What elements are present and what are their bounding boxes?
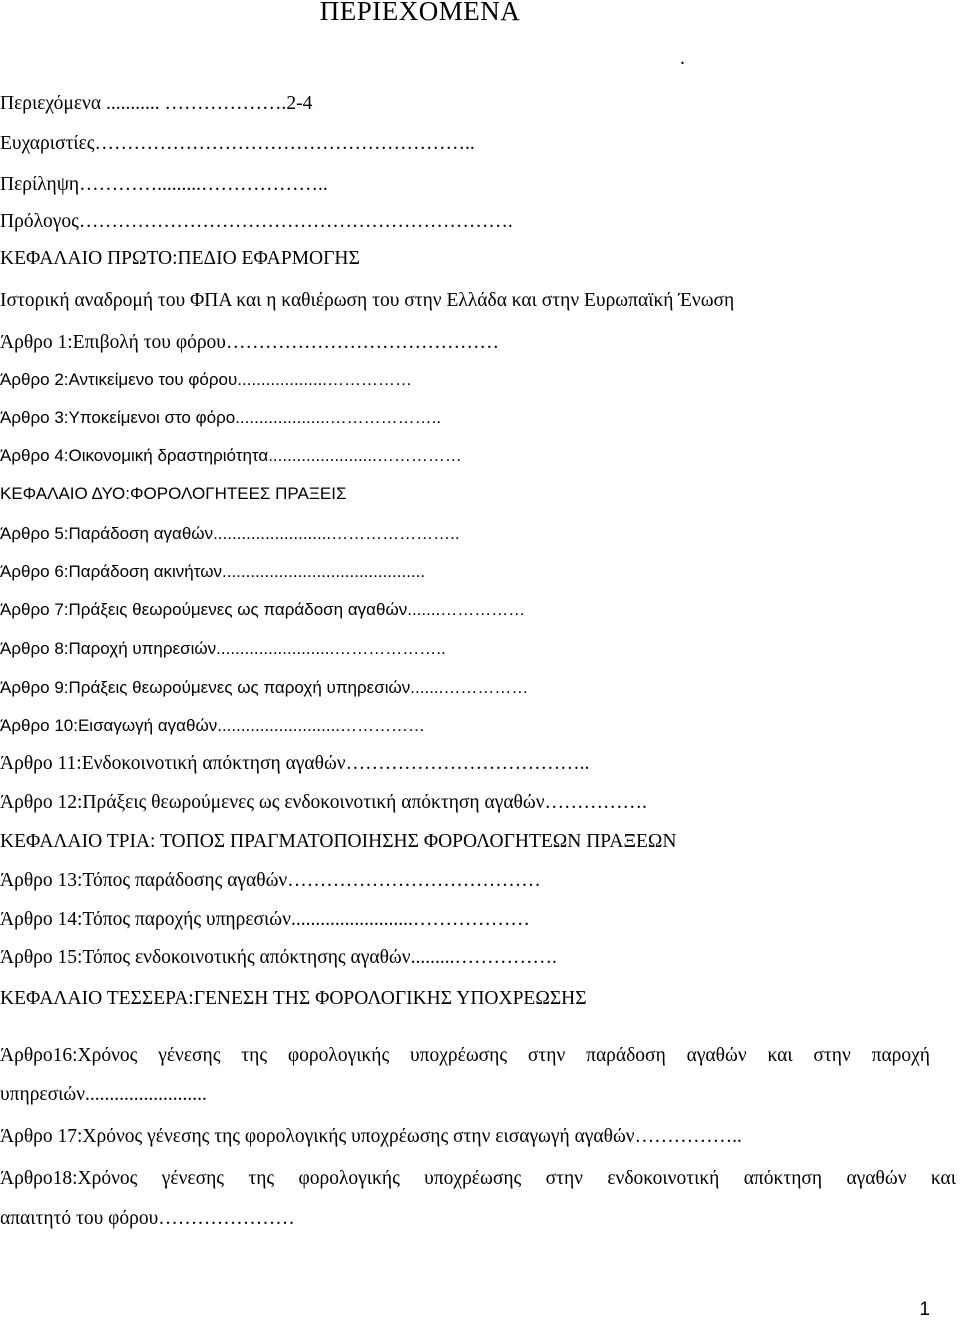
page-number: 1 <box>919 1299 930 1320</box>
toc-chapter-two: ΚΕΦΑΛΑΙΟ ΔΥΟ:ΦΟΡΟΛΟΓΗΤΕΕΣ ΠΡΑΞΕΙΣ <box>0 484 347 503</box>
toc-entry-acknowledgements: Ευχαριστίες………………………………………………….. <box>0 133 475 154</box>
toc-entry-article-2: Άρθρο 2:Αντικείμενο του φόρου...................…………… <box>0 370 413 389</box>
toc-chapter-four: ΚΕΦΑΛΑΙΟ ΤΕΣΣΕΡΑ:ΓΕΝΕΣΗ ΤΗΣ ΦΟΡΟΛΟΓΙΚΗΣ ΥΠΟΧΡΕΩΣΗΣ <box>0 988 587 1009</box>
toc-entry-article-8: Άρθρο 8:Παροχή υπηρεσιών.........................……………….. <box>0 639 446 658</box>
toc-entry-abstract: Περίληψη………….........……………….. <box>0 174 328 195</box>
toc-entry-article-3: Άρθρο 3:Υποκείμενοι στο φόρο....................……………….. <box>0 408 442 427</box>
toc-chapter-one: ΚΕΦΑΛΑΙΟ ΠΡΩΤΟ:ΠΕΔΙΟ ΕΦΑΡΜΟΓΗΣ <box>0 248 360 269</box>
toc-entry-article-7: Άρθρο 7:Πράξεις θεωρούμενες ως παράδοση αγαθών.......…………… <box>0 600 526 619</box>
toc-entry-article-13: Άρθρο 13:Τόπος παράδοσης αγαθών………………………………… <box>0 870 541 891</box>
toc-entry-article-15: Άρθρο 15:Τόπος ενδοκοινοτικής απόκτησης αγαθών.........……………. <box>0 947 557 968</box>
toc-entry-article-18-line-2: απαιτητό του φόρου………………… <box>0 1208 295 1229</box>
toc-entry-article-11: Άρθρο 11:Ενδοκοινοτική απόκτηση αγαθών……………………………….. <box>0 753 590 774</box>
toc-entry-article-16-line-2: υπηρεσιών......................... <box>0 1084 207 1105</box>
toc-entry-article-4: Άρθρο 4:Οικονομική δραστηριότητα.......................…………… <box>0 446 462 465</box>
toc-entry-article-6: Άρθρο 6:Παράδοση ακινήτων........................................... <box>0 562 426 581</box>
toc-entry-article-14: Άρθρο 14:Τόπος παροχής υπηρεσιών.........................……………… <box>0 909 530 930</box>
toc-entry-preface: Πρόλογος…………………………………………………………. <box>0 211 513 232</box>
toc-entry-history: Ιστορική αναδρομή του ΦΠΑ και η καθιέρωση του στην Ελλάδα και στην Ευρωπαϊκή Ένωση <box>0 290 735 311</box>
page-title: ΠΕΡΙΕΧΟΜΕΝΑ <box>319 0 521 26</box>
toc-entry-article-18-line-1: Άρθρο18:Χρόνος γένεσης της φορολογικής υποχρέωσης στην ενδοκοινοτική απόκτηση αγαθών και <box>0 1168 956 1189</box>
toc-entry-article-16-line-1: Άρθρο16:Χρόνος γένεσης της φορολογικής υποχρέωσης στην παράδοση αγαθών και στην παροχή <box>0 1045 930 1066</box>
toc-chapter-three: ΚΕΦΑΛΑΙΟ ΤΡΙΑ: ΤΟΠΟΣ ΠΡΑΓΜΑΤΟΠΟΙΗΣΗΣ ΦΟΡΟΛΟΓΗΤΕΩΝ ΠΡΑΞΕΩΝ <box>0 831 677 852</box>
toc-entry-article-17: Άρθρο 17:Χρόνος γένεσης της φορολογικής υποχρέωσης στην εισαγωγή αγαθών…………….. <box>0 1126 742 1147</box>
toc-entry-article-5: Άρθρο 5:Παράδοση αγαθών.........................………………….. <box>0 524 460 543</box>
toc-entry-article-10: Άρθρο 10:Εισαγωγή αγαθών..........................…………… <box>0 716 426 735</box>
toc-entry-article-12: Άρθρο 12:Πράξεις θεωρούμενες ως ενδοκοινοτική απόκτηση αγαθών……………. <box>0 792 647 813</box>
dot-marker: . <box>680 47 685 69</box>
toc-entry-article-1: Άρθρο 1:Επιβολή του φόρου…………………………………… <box>0 332 499 353</box>
toc-entry-article-9: Άρθρο 9:Πράξεις θεωρούμενες ως παροχή υπηρεσιών.......…………… <box>0 678 529 697</box>
toc-entry-contents: Περιεχόμενα ........... ……………….2-4 <box>0 93 313 114</box>
